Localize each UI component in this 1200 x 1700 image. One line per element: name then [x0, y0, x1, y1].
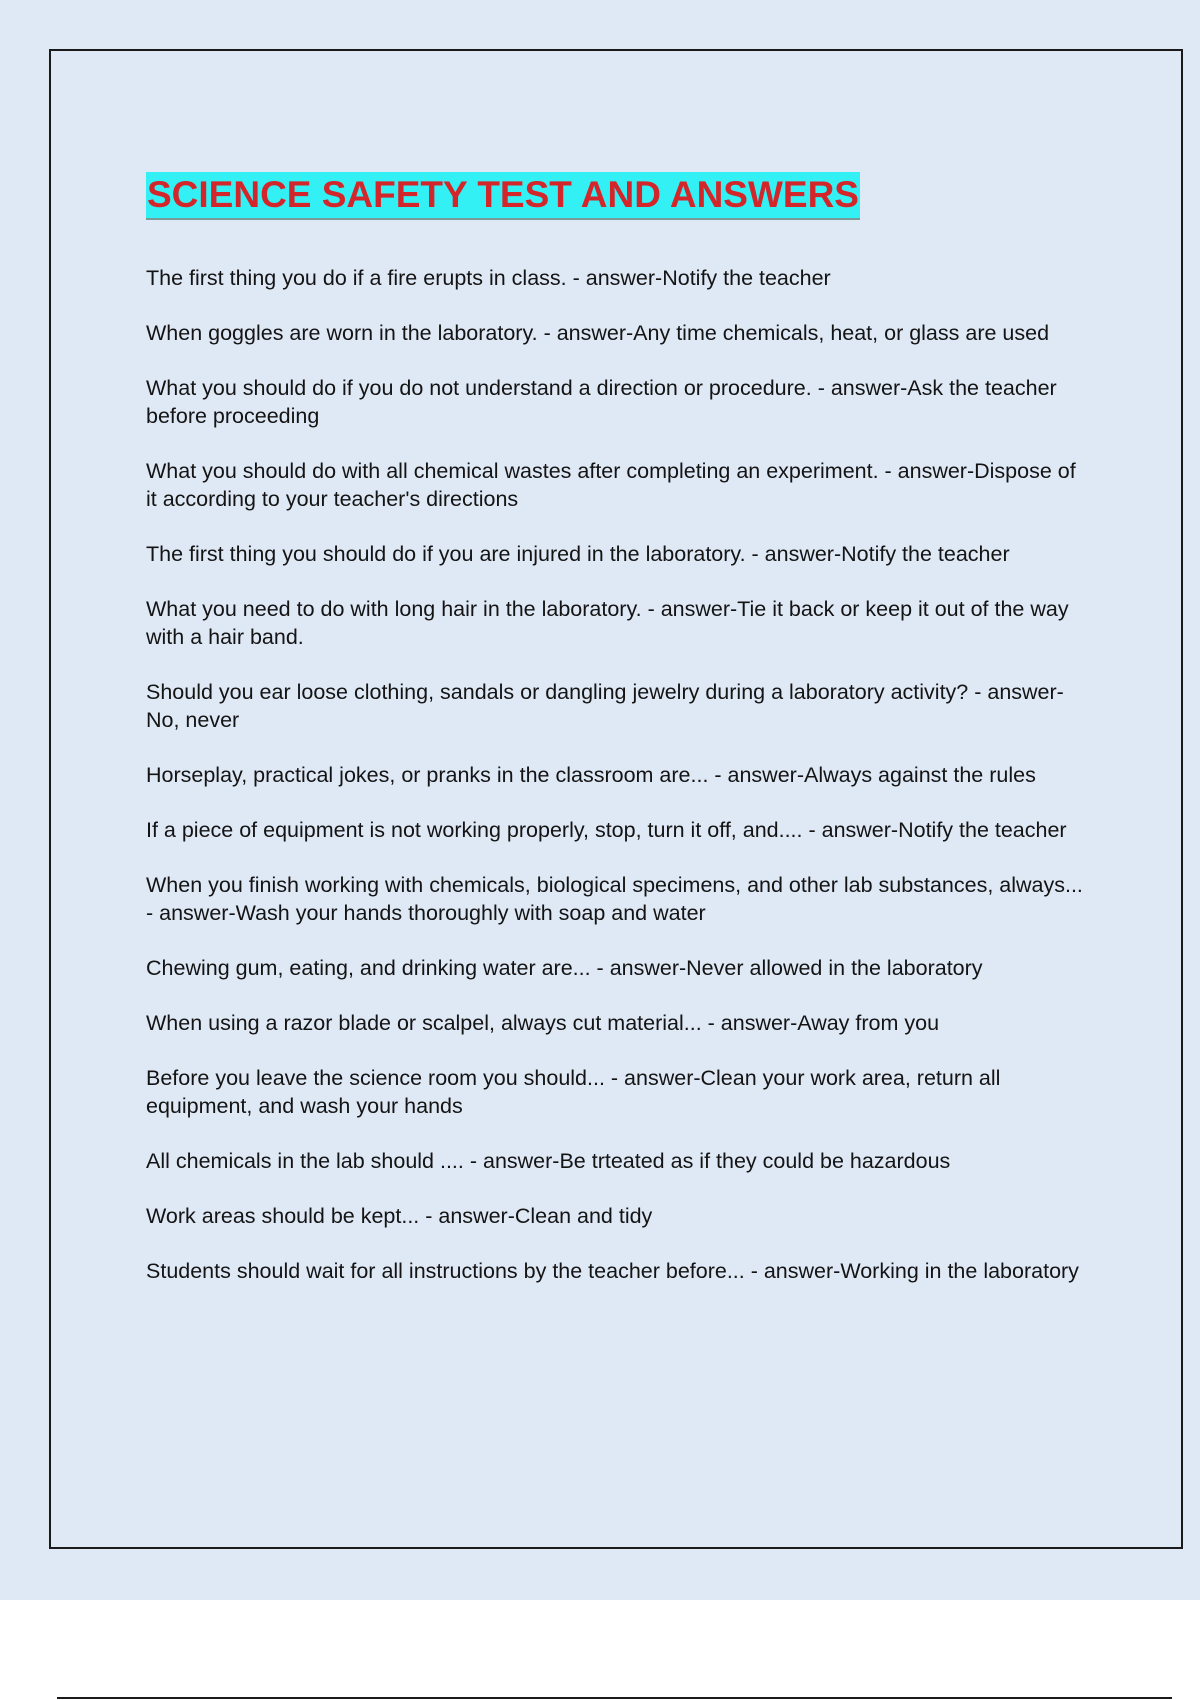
qa-item: What you should do with all chemical wastes after completing an experiment. - answer-Dispose of it according to your teacher's directions [146, 459, 1076, 511]
qa-item: Should you ear loose clothing, sandals or dangling jewelry during a laboratory activity? - answer-No, never [146, 680, 1064, 732]
qa-item: All chemicals in the lab should .... - answer-Be trteated as if they could be hazardous [146, 1149, 951, 1173]
qa-item: If a piece of equipment is not working properly, stop, turn it off, and.... - answer-Notify the teacher [146, 818, 1067, 842]
qa-item: When using a razor blade or scalpel, always cut material... - answer-Away from you [146, 1011, 940, 1035]
qa-item: What you need to do with long hair in the laboratory. - answer-Tie it back or keep it out of the way with a hair band. [146, 597, 1069, 649]
document-title: SCIENCE SAFETY TEST AND ANSWERS [146, 172, 860, 220]
question-answer-list [146, 264, 1091, 1285]
document-content [146, 172, 1091, 1312]
qa-item: Work areas should be kept... - answer-Clean and tidy [146, 1204, 653, 1228]
qa-item: Chewing gum, eating, and drinking water are... - answer-Never allowed in the laboratory [146, 956, 983, 980]
qa-item: Horseplay, practical jokes, or pranks in the classroom are... - answer-Always against the rules [146, 763, 1036, 787]
qa-item: When you finish working with chemicals, biological specimens, and other lab substances, always... - answer-Wash your hands thoroughly with soap and water [146, 873, 1083, 925]
qa-item: Students should wait for all instructions by the teacher before... - answer-Working in the laboratory [146, 1259, 1079, 1283]
qa-item: The first thing you do if a fire erupts in class. - answer-Notify the teacher [146, 266, 831, 290]
qa-item: Before you leave the science room you should... - answer-Clean your work area, return all equipment, and wash your hands [146, 1066, 1001, 1118]
qa-item: What you should do if you do not understand a direction or procedure. - answer-Ask the teacher before proceeding [146, 376, 1057, 428]
footer-divider [57, 1697, 1172, 1699]
qa-item: When goggles are worn in the laboratory. - answer-Any time chemicals, heat, or glass are used [146, 321, 1050, 345]
qa-item: The first thing you should do if you are injured in the laboratory. - answer-Notify the teacher [146, 542, 1010, 566]
